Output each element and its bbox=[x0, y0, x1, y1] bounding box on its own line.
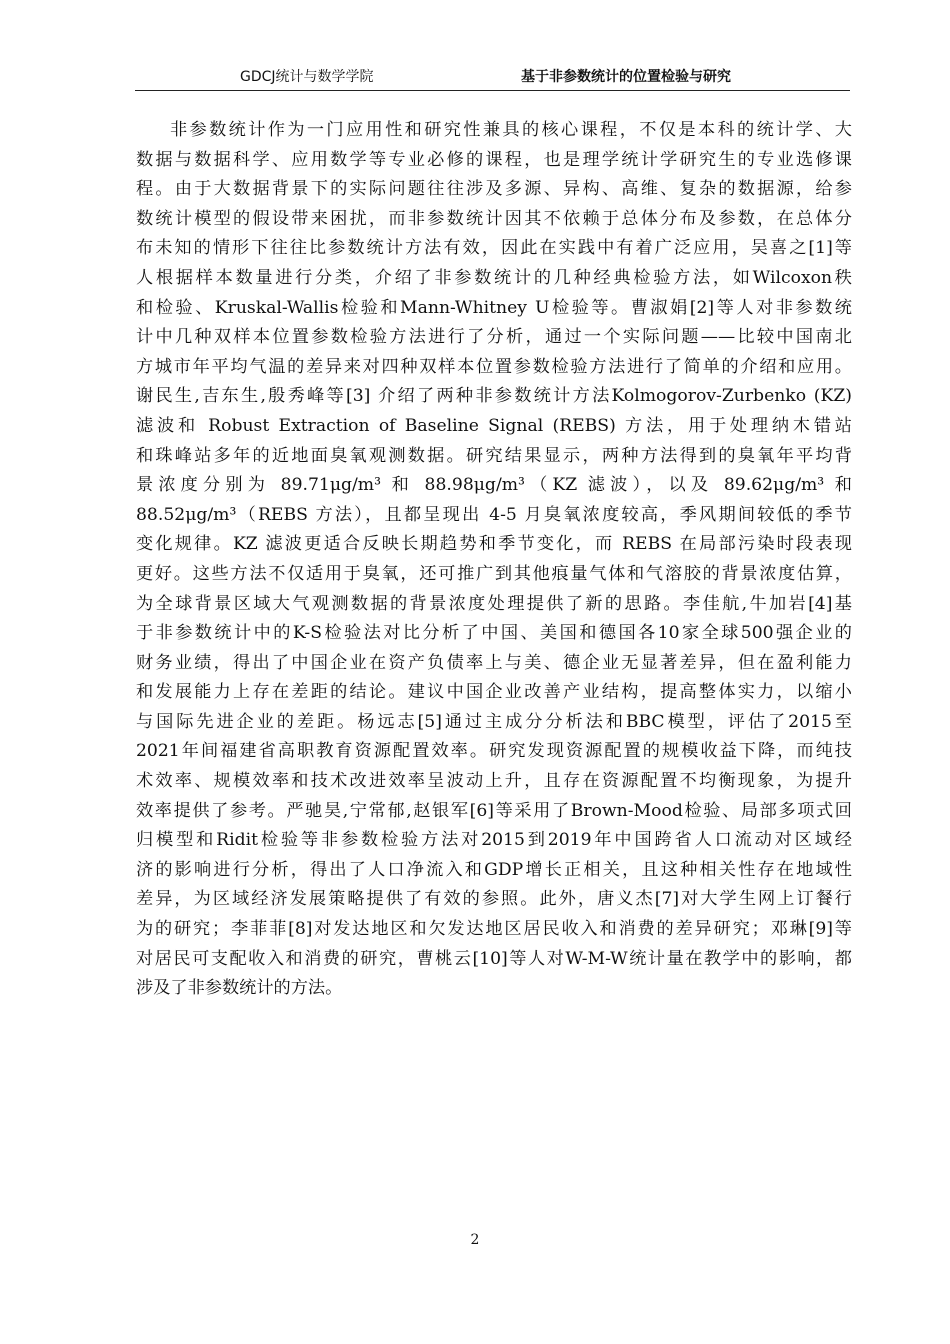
text-line: 术效率、规模效率和技术改进效率呈波动上升，且存在资源配置不均衡现象，为提升 bbox=[136, 771, 852, 792]
text-line: 为的研究；李菲菲[8]对发达地区和欠发达地区居民收入和消费的差异研究；邓琳[9]等 bbox=[136, 919, 852, 940]
page-header bbox=[135, 64, 850, 91]
text-line: 归模型和Ridit检验等非参数检验方法对2015到2019年中国跨省人口流动对区域经 bbox=[136, 830, 852, 851]
text-line: 济的影响进行分析，得出了人口净流入和GDP增长正相关，且这种相关性存在地域性 bbox=[136, 859, 852, 880]
text-line: 和发展能力上存在差距的结论。建议中国企业改善产业结构，提高整体实力，以缩小 bbox=[136, 682, 852, 703]
text-line: 人根据样本数量进行分类，介绍了非参数统计的几种经典检验方法，如Wilcoxon秩 bbox=[136, 267, 852, 288]
text-line: 涉及了非参数统计的方法。 bbox=[136, 978, 343, 999]
text-line: 变化规律。KZ 滤波更适合反映长期趋势和季节变化，而 REBS 在局部污染时段表现 bbox=[136, 534, 852, 555]
text-line: 和检验、Kruskal-Wallis检验和Mann-Whitney U检验等。曹淑娟[2]等人对非参数统 bbox=[136, 297, 852, 318]
text-line: 和珠峰站多年的近地面臭氧观测数据。研究结果显示，两种方法得到的臭氧年平均背 bbox=[136, 445, 852, 466]
text-line: 效率提供了参考。严驰昊,宁常郁,赵银军[6]等采用了Brown-Mood检验、局部多项式回 bbox=[136, 800, 852, 821]
text-line: 为全球背景区域大气观测数据的背景浓度处理提供了新的思路。李佳航,牛加岩[4]基 bbox=[136, 593, 852, 614]
text-line: 数统计模型的假设带来困扰，而非参数统计因其不依赖于总体分布及参数，在总体分 bbox=[136, 208, 852, 229]
page-number: 2 bbox=[470, 1232, 480, 1248]
header-institution: GDCJ统计与数学学院 bbox=[240, 69, 374, 85]
text-line: 与国际先进企业的差距。杨远志[5]通过主成分分析法和BBC模型，评估了2015至 bbox=[136, 711, 852, 732]
text-line: 谢民生,吉东生,殷秀峰等[3] 介绍了两种非参数统计方法Kolmogorov-Zurbenko (KZ) bbox=[136, 386, 852, 407]
text-line: 程。由于大数据背景下的实际问题往往涉及多源、异构、高维、复杂的数据源，给参 bbox=[136, 179, 852, 200]
text-line: 方城市年平均气温的差异来对四种双样本位置参数检验方法进行了简单的介绍和应用。 bbox=[136, 356, 852, 377]
text-line: 财务业绩，得出了中国企业在资产负债率上与美、德企业无显著差异，但在盈利能力 bbox=[136, 652, 852, 673]
text-line: 滤波和 Robust Extraction of Baseline Signal (REBS) 方法，用于处理纳木错站 bbox=[136, 415, 852, 436]
text-line: 88.52μg/m³（REBS 方法），且都呈现出 4-5 月臭氧浓度较高，季风期间较低的季节 bbox=[136, 504, 852, 525]
text-line: 非参数统计作为一门应用性和研究性兼具的核心课程，不仅是本科的统计学、大 bbox=[170, 120, 852, 140]
text-line: 计中几种双样本位置参数检验方法进行了分析，通过一个实际问题——比较中国南北 bbox=[136, 327, 852, 348]
text-line: 数据与数据科学、应用数学等专业必修的课程，也是理学统计学研究生的专业选修课 bbox=[136, 149, 852, 170]
text-line: 于非参数统计中的K-S检验法对比分析了中国、美国和德国各10家全球500强企业的 bbox=[136, 623, 852, 644]
text-line: 差异，为区域经济发展策略提供了有效的参照。此外，唐义杰[7]对大学生网上订餐行 bbox=[136, 889, 852, 910]
header-document-title: 基于非参数统计的位置检验与研究 bbox=[521, 69, 731, 85]
text-line: 景浓度分别为 89.71μg/m³ 和 88.98μg/m³（KZ 滤波），以及 89.62μg/m³ 和 bbox=[136, 475, 852, 496]
text-line: 2021年间福建省高职教育资源配置效率。研究发现资源配置的规模收益下降，而纯技 bbox=[136, 741, 852, 762]
body-paragraph bbox=[136, 116, 852, 1004]
text-line: 对居民可支配收入和消费的研究，曹桃云[10]等人对W-M-W统计量在教学中的影响，都 bbox=[136, 948, 852, 969]
text-line: 更好。这些方法不仅适用于臭氧，还可推广到其他痕量气体和气溶胶的背景浓度估算， bbox=[136, 563, 852, 584]
text-line: 布未知的情形下往往比参数统计方法有效，因此在实践中有着广泛应用，吴喜之[1]等 bbox=[136, 238, 852, 259]
